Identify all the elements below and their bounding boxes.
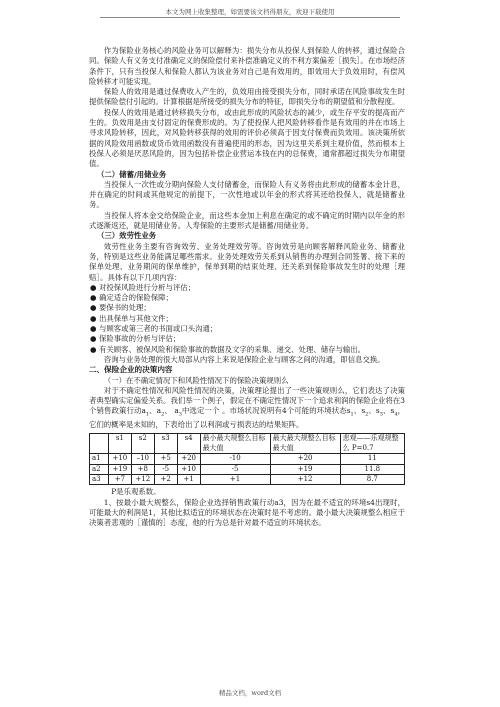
table-row — [90, 454, 405, 464]
paragraph-decision-rules: 对于不确定性情况和风险性情况的决策，决策理论提出了一些决策规则么，它们表达了决策者典型确实定偏爱关系。我们举一个例子，假定在不确定性情况下一个追求利润的保险企业将在3个销售政策行动$a_1$、$a_2$、 $a_3$中选定一个 。市场状况说明有4个可能的环境状态$s_1$、$s_2$、$s_3$、$s_4$，它们的概率是未知的，下表给出了以利润或亏损表达的结果矩阵。 — [89, 385, 405, 430]
table-cell: +19 — [108, 464, 131, 474]
paragraph-service: 效劳性业务主要有咨询效劳、业务处理效劳等。咨询效劳是向顾客解释风险业务、储蓄业务，特别是这些业务能满足哪些需求。业务处理效劳关系到从销售的办理到合同签署、接下来的保单处理、业务期间的保单维护，保单到期的结束处理、还关系到保险事故发生时的处理［理赔］。具体有以下几项内容： — [89, 241, 405, 282]
table-cell: +1 — [177, 475, 200, 485]
table-cell: +10 — [108, 454, 131, 464]
list-item: ● 与顾客或第三者的书面或口头沟通； — [90, 324, 218, 334]
table-cell: 11.8 — [340, 464, 404, 474]
paragraph-insured-utility: 投保人的效用是通过转移损失分布，或由此形成的风险状态的减少，或生存平安的提高而产生的。负效用是由支付固定的保费形成的。为了使投保人把风险转移看作是有效用的并在市场上寻求风险转移，因此，对风险转移获得的效用的评价必须高于因支付保费而负效用。该决策所依据的风险效用函数或货币效用函数没有普遍使用的形态，因为这里关系到主观价值，然而根本上投保人必须是厌恶风险的，因为包括补偿企业营运本钱在内的总保费，通常都超过损失分布期望值。 — [89, 107, 405, 169]
table-cell: +20 — [270, 454, 340, 464]
bullet-list — [89, 283, 405, 355]
bullet-icon: ● — [90, 313, 97, 323]
list-item: ● 保险事故的分析与评估； — [90, 334, 181, 344]
list-item: ● 有关顾客、被保风险和保险事故的数据及文字的采集、递交、处理、储存与输出。 — [90, 344, 366, 354]
table-header-cell: 悲观——乐观规整么 P=0.7 — [340, 434, 404, 454]
list-item: ● 确定适合的保险保障； — [90, 293, 173, 303]
list-item: ● 对投保风险进行分析与评估； — [90, 282, 196, 292]
bullet-icon: ● — [90, 334, 97, 344]
table-cell: -5 — [154, 464, 177, 474]
table-cell: +2 — [154, 475, 177, 485]
table-header-cell: s1 — [108, 434, 131, 454]
paragraph-communication: 咨询与业务处理的很大局部从内容上来说是保险企业与顾客之间的沟通，即信息交换。 — [103, 354, 385, 364]
table-cell: 11 — [340, 454, 404, 464]
table-note: P是乐观系数。 — [111, 487, 161, 497]
bullet-icon: ● — [90, 303, 97, 313]
page-footer: 精品文档，word文档 — [218, 689, 282, 697]
table-cell: a2 — [90, 464, 109, 474]
table-cell: +7 — [108, 475, 131, 485]
table-row — [90, 464, 405, 474]
table-cell: +19 — [270, 464, 340, 474]
table-cell: +12 — [270, 475, 340, 485]
table-cell: 8.7 — [340, 475, 404, 485]
paragraph-minimax: 1、按最小最大规整么，保险企业选择销售政策行动a3，因为在最不适宜的环境s4出现时，可能最大的利润是1，其他比拟适宜的环境状态在决策时是不考虑的。最小最大决策规整么相应于决策者悲观的［谨慎的］态度，他的行为总是针对最不适宜的环境状态。 — [89, 497, 405, 528]
table-header-cell: s3 — [154, 434, 177, 454]
table-cell: a3 — [90, 475, 109, 485]
bullet-icon: ● — [90, 282, 97, 292]
paragraph-risk-transfer: 作为保险业务核心的风险业务可以解释为：损失分布从投保人到保险人的转移，通过保险合同。保险人有义务支付准确定义的保险偿付来补偿准确定义的不利方案偏差［损失］。在市场经济条件下，只有当投保人和保险人都认为该业务对自己是有效用的，即效用大于负效用时，有偿风险转移才可能实现。 — [89, 46, 405, 86]
bullet-icon: ● — [90, 324, 97, 334]
bullet-icon: ● — [90, 293, 97, 303]
table-cell: a1 — [90, 454, 109, 464]
document-body — [89, 46, 405, 529]
list-item: ● 出具保单与其他文件； — [90, 313, 173, 323]
table-header-cell: s2 — [131, 434, 154, 454]
table-cell: +5 — [154, 454, 177, 464]
heading-service: （三）效劳性业务 — [97, 231, 157, 241]
paragraph-savings-2: 当投保人将本金交给保险企业，而这些本金加上利息在确定的或不确定的时期内以年金的形式逐渐返还，就是用储业务。人寿保险的主要形式是储蓄/用储业务。 — [89, 210, 405, 231]
table-cell: -5 — [200, 464, 270, 474]
table-cell: –10 — [131, 454, 154, 464]
table-cell: +12 — [131, 475, 154, 485]
table-header-cell: s4 — [177, 434, 200, 454]
table-row — [90, 475, 405, 485]
table-header-cell: 最大最大规整么目标最大值 — [270, 434, 340, 454]
paragraph-insurer-utility: 保险人的效用是通过保费收入产生的，负效用由接受损失分布，同时承诺在风险事故发生时提供保险偿付引起的。计算根据是所接受的损失分布的特征，即损失分布的期望值和分散程度。 — [89, 87, 405, 107]
bullet-icon: ● — [90, 344, 97, 354]
payoff-matrix-table — [89, 433, 405, 485]
table-header-cell — [90, 434, 109, 454]
table-cell: +1 — [200, 475, 270, 485]
list-item: ● 要保书的处理； — [90, 303, 151, 313]
table-cell: +10 — [177, 464, 200, 474]
heading-section-2: 二、保险企业的决策内容 — [89, 365, 173, 375]
heading-savings: （二）储蓄/用储业务 — [97, 169, 167, 179]
header-rule — [100, 17, 400, 18]
table-cell: +8 — [131, 464, 154, 474]
table-header-cell: 最小最大规整么目标最大值 — [200, 434, 270, 454]
paragraph-savings-1: 当投保人一次性或分期向保险人支付储蓄金，而保险人有义务将由此形成的储蓄本金计息，并在确定的时间或其他规定的前提下，一次性地或以年金的形式将其还给投保人，就是储蓄业务。 — [89, 179, 405, 210]
table-cell: +20 — [177, 454, 200, 464]
table-header-row — [90, 434, 405, 454]
page-header: 本文为网上收集整理，如需要该文档得朋友，欢迎下载使用 — [165, 8, 335, 16]
table-cell: -10 — [200, 454, 270, 464]
heading-uncertain-decision: （一）在不确定情况下和风险性情况下的保险决策规则么 — [103, 375, 289, 385]
